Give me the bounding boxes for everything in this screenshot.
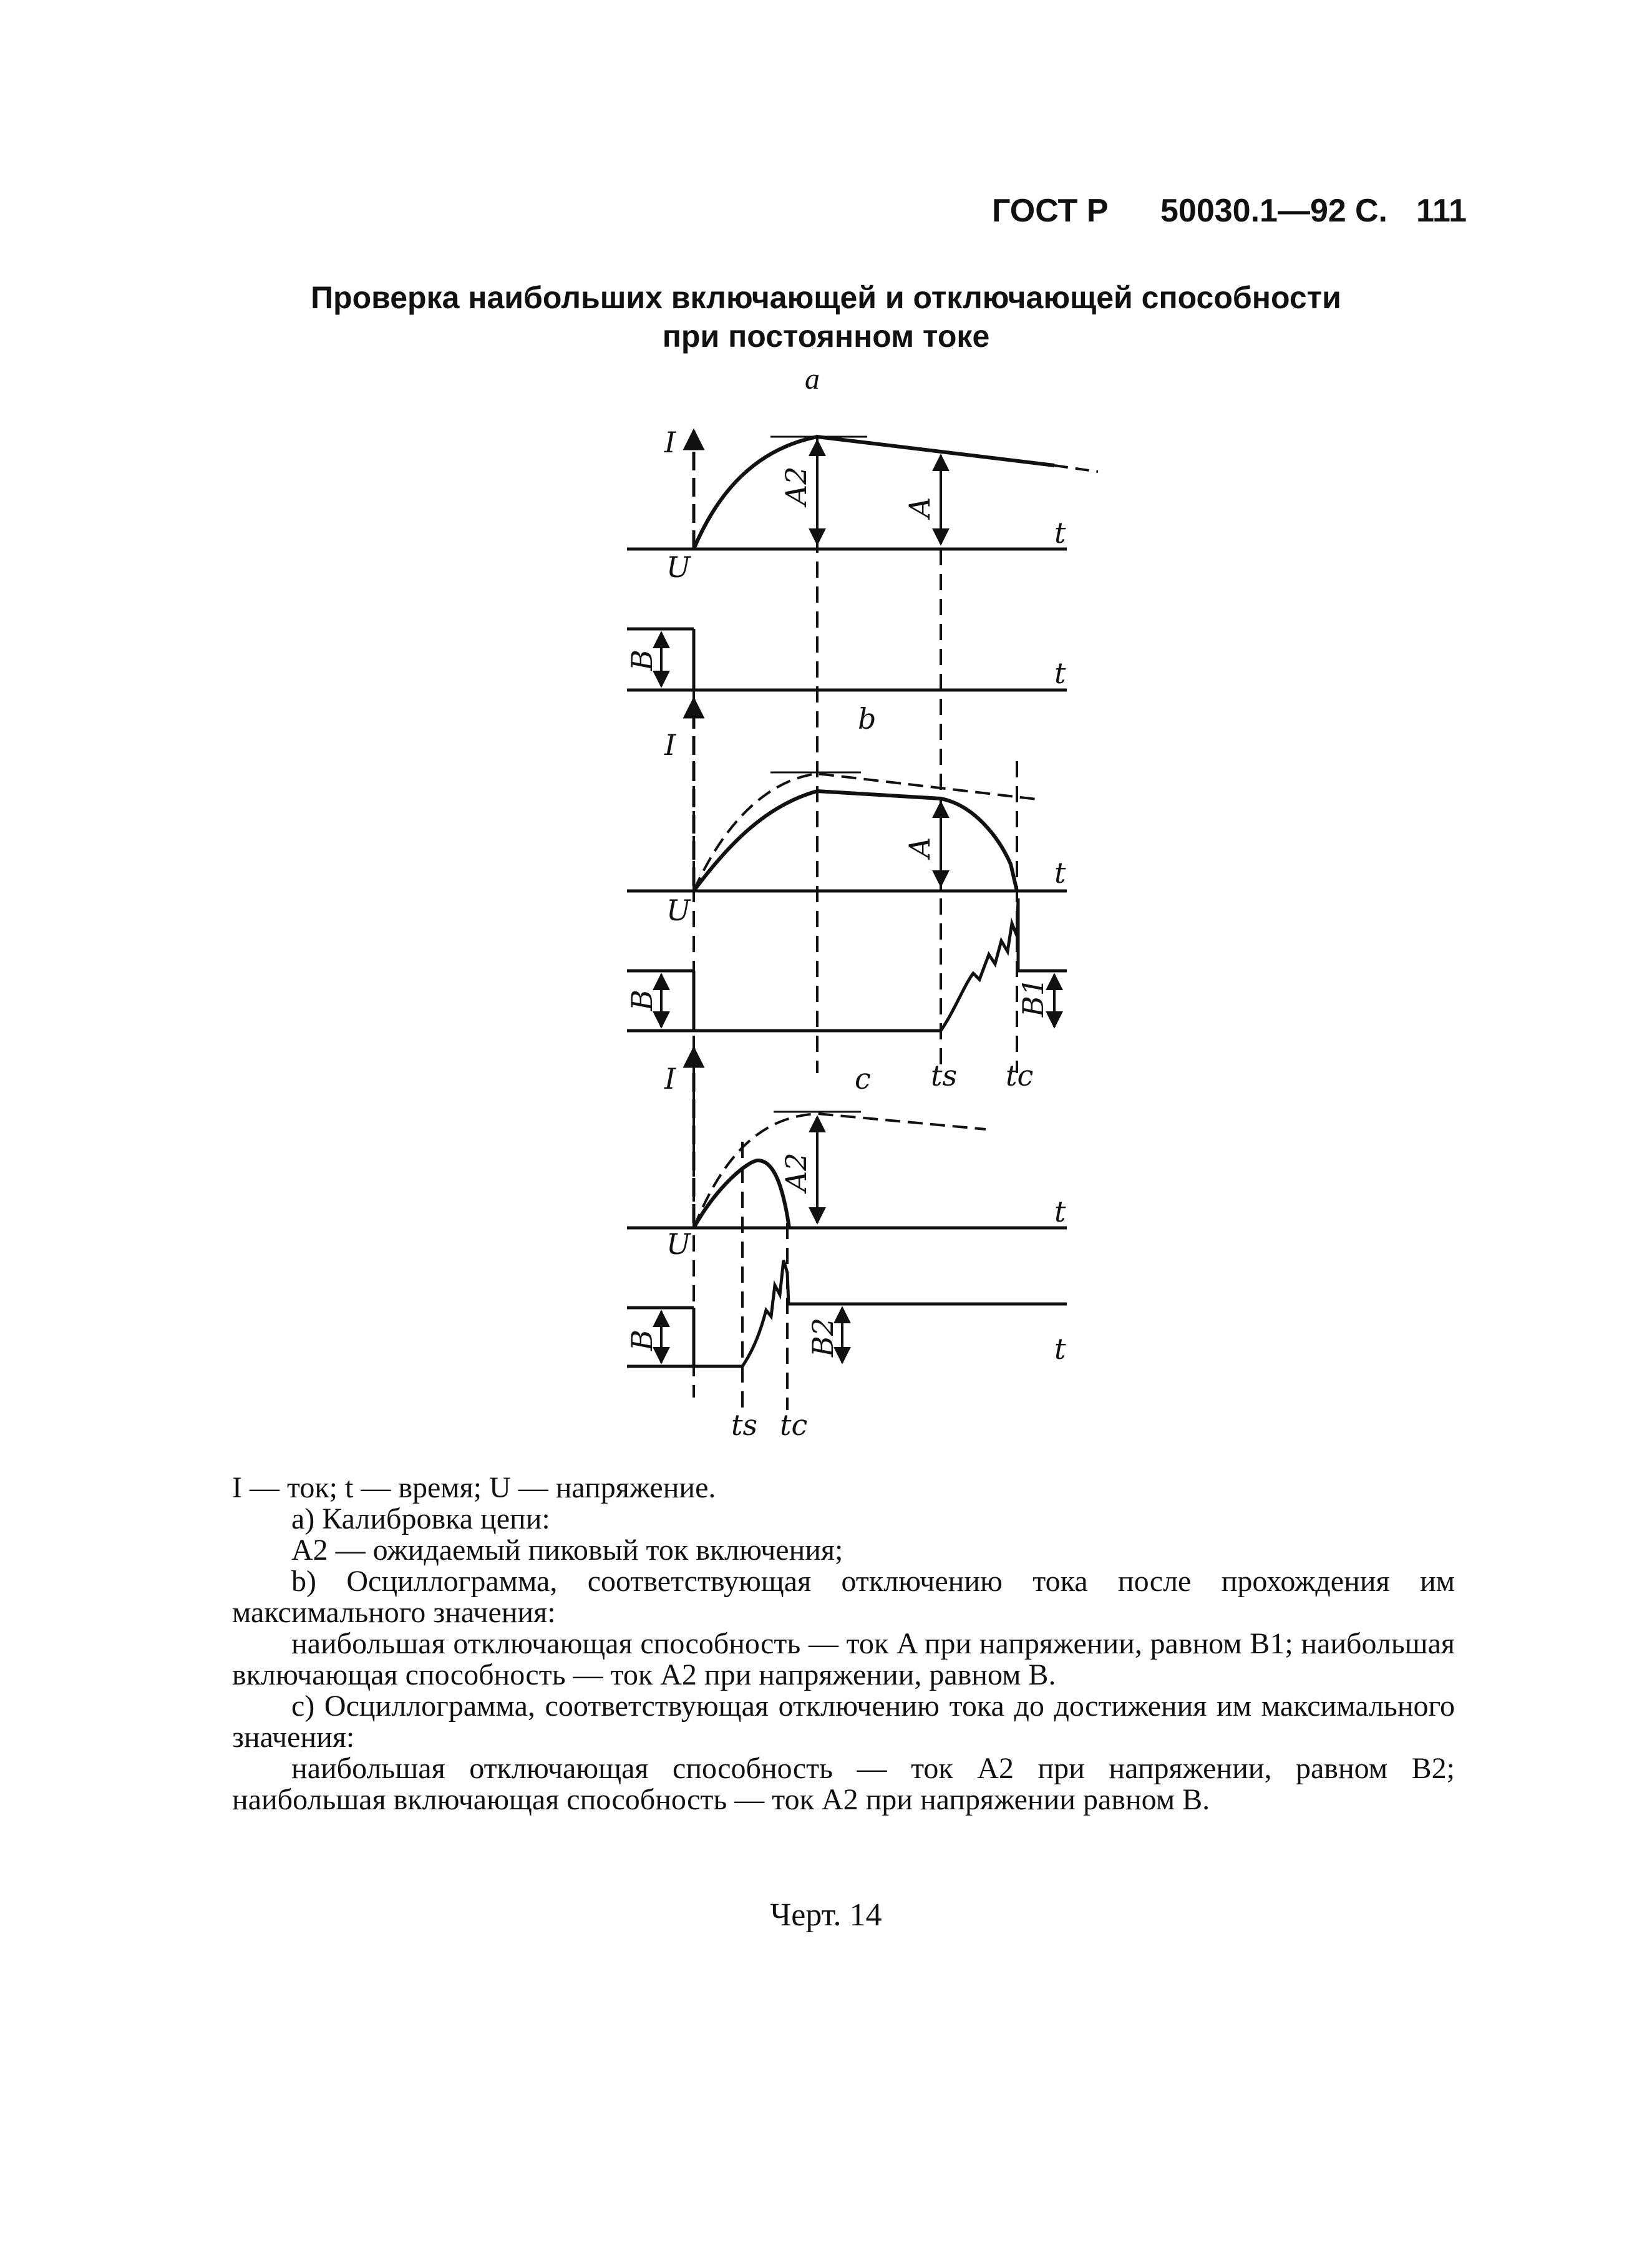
label-A2-c: A2 <box>779 1152 813 1192</box>
figure-caption: Черт. 14 <box>770 1897 882 1933</box>
legend-symbols: I — ток; t — время; U — напряжение. <box>232 1471 716 1504</box>
label-current-b: I <box>664 728 676 762</box>
label-voltage-c: U <box>666 1227 691 1261</box>
legend-a-title: а) Калибровка цепи: <box>291 1502 550 1535</box>
figure-label-b: b <box>858 702 877 736</box>
page-number: 111 <box>1416 193 1467 229</box>
label-current-c: I <box>664 1062 676 1096</box>
label-time-a-voltage: t <box>1054 656 1066 690</box>
page-prefix: С. <box>1355 193 1387 229</box>
label-tc-b: tc <box>1006 1059 1034 1092</box>
legend-c-desc: наибольшая отключающая способность — ток A2 при напряжении, равном B2; наибольшая включающая способность — ток A2 при напряжении равном B. <box>232 1752 1455 1816</box>
label-B2-c: B2 <box>806 1317 840 1357</box>
legend-c-title: с) Осциллограмма, соответствующая отключению тока до достижения им максимального значения: <box>232 1690 1455 1754</box>
label-B-b: B <box>625 989 659 1011</box>
label-time-c-voltage: t <box>1054 1332 1066 1366</box>
figure-label-c: c <box>855 1062 871 1096</box>
title-line-1: Проверка наибольших включающей и отключающей способности <box>311 280 1341 315</box>
label-B-c: B <box>625 1330 659 1351</box>
figure-legend <box>232 1472 1455 1816</box>
legend-a-desc: A2 — ожидаемый пиковый ток включения; <box>291 1534 843 1567</box>
label-ts-b: ts <box>931 1059 958 1092</box>
label-tc-c: tc <box>780 1408 808 1442</box>
standard-number: 50030.1—92 <box>1160 193 1346 229</box>
label-ts-c: ts <box>731 1408 758 1442</box>
legend-b-desc: наибольшая отключающая способность — ток A при напряжении, равном B1; наибольшая включающая способность — ток A2 при напряжении, равном B. <box>232 1627 1455 1691</box>
label-time-b: t <box>1054 856 1066 890</box>
label-A2-a: A2 <box>779 466 813 505</box>
label-A-a: A <box>903 497 936 518</box>
figure-label-a: а <box>805 362 820 396</box>
title-line-2: при постоянном токе <box>662 319 990 354</box>
legend-b-title: b) Осциллограмма, соответствующая отключению тока после прохождения им максимального значения: <box>232 1565 1455 1629</box>
label-A-b: A <box>903 837 936 858</box>
standard-label: ГОСТ Р <box>992 193 1109 229</box>
label-voltage-b: U <box>666 893 691 927</box>
label-B1-b: B1 <box>1016 977 1050 1017</box>
label-B-a: B <box>625 649 659 671</box>
label-time-c: t <box>1054 1195 1066 1228</box>
label-current-a: I <box>664 425 676 459</box>
label-time-a: t <box>1054 516 1066 550</box>
label-voltage-a: U <box>666 550 691 584</box>
